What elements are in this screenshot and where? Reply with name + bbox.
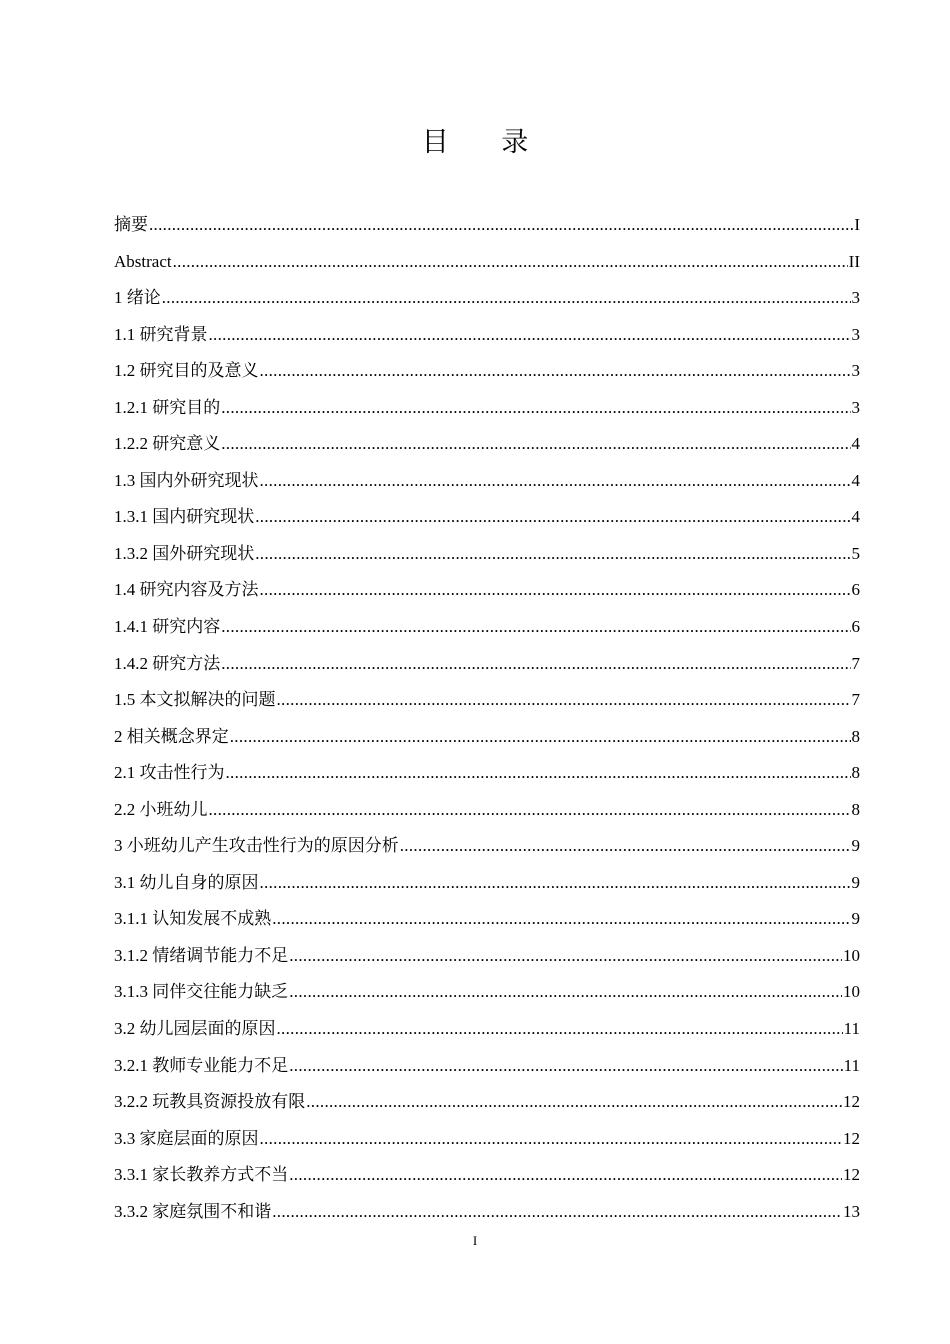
toc-entry-page: 10 — [843, 945, 860, 965]
toc-entry-label: 2 相关概念界定 — [114, 726, 229, 746]
page-title: 目 录 — [421, 127, 551, 158]
toc-entry[interactable] — [114, 1048, 860, 1085]
toc-entry-label: 3.1.1 认知发展不成熟 — [114, 909, 272, 929]
toc-entry-page: 12 — [843, 1128, 860, 1148]
toc-entry-page: II — [848, 251, 860, 271]
toc-leader-dots — [260, 1121, 843, 1157]
toc-entry-label: 1.3 国内外研究现状 — [114, 470, 259, 490]
toc-entry[interactable] — [114, 682, 860, 719]
toc-entry-page: 8 — [851, 726, 860, 746]
toc-entry-label: Abstract — [114, 251, 172, 271]
toc-entry-label: 3.3.2 家庭氛围不和谐 — [114, 1201, 272, 1221]
toc-entry-label: 3.3.1 家长教养方式不当 — [114, 1165, 289, 1185]
toc-entry-label: 1.4 研究内容及方法 — [114, 580, 259, 600]
toc-entry-page: 6 — [851, 580, 860, 600]
toc-entry-label: 3.1.3 同伴交往能力缺乏 — [114, 982, 289, 1002]
toc-entry-page: 10 — [843, 982, 860, 1002]
toc-entry-label: 3.2.1 教师专业能力不足 — [114, 1055, 289, 1075]
toc-entry[interactable] — [114, 536, 860, 573]
toc-entry[interactable] — [114, 317, 860, 354]
toc-entry[interactable] — [114, 244, 860, 281]
toc-leader-dots — [221, 646, 850, 682]
toc-entry-label: 3 小班幼儿产生攻击性行为的原因分析 — [114, 836, 399, 856]
toc-leader-dots — [226, 755, 851, 791]
toc-entry-page: 9 — [851, 909, 860, 929]
toc-leader-dots — [255, 536, 850, 572]
toc-leader-dots — [289, 938, 842, 974]
toc-entry[interactable] — [114, 1194, 860, 1231]
toc-entry-label: 3.1 幼儿自身的原因 — [114, 872, 259, 892]
toc-entry-label: 1.4.1 研究内容 — [114, 617, 221, 637]
toc-entry-label: 1 绪论 — [114, 288, 161, 308]
toc-entry[interactable] — [114, 207, 860, 244]
toc-entry-label: 3.2.2 玩教具资源投放有限 — [114, 1092, 306, 1112]
toc-entry[interactable] — [114, 1011, 860, 1048]
toc-entry[interactable] — [114, 499, 860, 536]
toc-entry-page: 8 — [851, 763, 860, 783]
toc-entry-page: 4 — [851, 434, 860, 454]
toc-entry-page: 6 — [851, 617, 860, 637]
toc-entry-page: 7 — [851, 690, 860, 710]
toc-entry[interactable] — [114, 792, 860, 829]
toc-entry[interactable] — [114, 280, 860, 317]
page-number-footer: I — [472, 1233, 478, 1248]
toc-leader-dots — [277, 1011, 843, 1047]
toc-leader-dots — [209, 792, 851, 828]
toc-entry-page: 12 — [843, 1092, 860, 1112]
toc-entry-label: 1.2 研究目的及意义 — [114, 361, 259, 381]
toc-leader-dots — [149, 207, 853, 243]
toc-leader-dots — [260, 572, 851, 608]
toc-entry-page: 11 — [843, 1019, 860, 1039]
toc-entry-page: 3 — [851, 288, 860, 308]
toc-entry-page: 3 — [851, 361, 860, 381]
toc-leader-dots — [260, 353, 851, 389]
toc-entry-label: 2.2 小班幼儿 — [114, 799, 208, 819]
toc-entry-page: 4 — [851, 507, 860, 527]
toc-entry-label: 3.3 家庭层面的原因 — [114, 1128, 259, 1148]
toc-entry-page: 4 — [851, 470, 860, 490]
toc-leader-dots — [209, 317, 851, 353]
toc-entry-page: 7 — [851, 653, 860, 673]
toc-leader-dots — [277, 682, 851, 718]
toc-entry-label: 摘要 — [114, 215, 148, 234]
toc-leader-dots — [162, 280, 851, 316]
toc-entry[interactable] — [114, 572, 860, 609]
toc-entry[interactable] — [114, 463, 860, 500]
toc-leader-dots — [289, 1048, 842, 1084]
toc-entry[interactable] — [114, 426, 860, 463]
toc-leader-dots — [289, 1157, 842, 1193]
toc-entry-page: 9 — [851, 872, 860, 892]
toc-entry-page: 5 — [851, 543, 860, 563]
toc-leader-dots — [173, 244, 848, 280]
toc-leader-dots — [221, 426, 850, 462]
toc-entry-page: 12 — [843, 1165, 860, 1185]
toc-entry[interactable] — [114, 865, 860, 902]
toc-leader-dots — [221, 390, 850, 426]
toc-leader-dots — [230, 719, 851, 755]
toc-entry[interactable] — [114, 938, 860, 975]
toc-entry-page: 11 — [843, 1055, 860, 1075]
toc-leader-dots — [289, 974, 842, 1010]
toc-leader-dots — [400, 828, 851, 864]
toc-entry-page: I — [854, 215, 860, 234]
toc-entry-label: 1.2.1 研究目的 — [114, 397, 221, 417]
toc-entry-label: 2.1 攻击性行为 — [114, 763, 225, 783]
toc-entry[interactable] — [114, 1121, 860, 1158]
toc-leader-dots — [260, 463, 851, 499]
toc-entry-page: 3 — [851, 324, 860, 344]
table-of-contents — [114, 207, 860, 1230]
toc-entry[interactable] — [114, 828, 860, 865]
toc-leader-dots — [221, 609, 850, 645]
toc-entry[interactable] — [114, 1157, 860, 1194]
toc-entry[interactable] — [114, 390, 860, 427]
toc-entry-label: 1.4.2 研究方法 — [114, 653, 221, 673]
toc-entry[interactable] — [114, 901, 860, 938]
toc-leader-dots — [260, 865, 851, 901]
toc-entry[interactable] — [114, 646, 860, 683]
toc-entry[interactable] — [114, 974, 860, 1011]
toc-leader-dots — [255, 499, 850, 535]
toc-entry-label: 1.3.1 国内研究现状 — [114, 507, 255, 527]
toc-leader-dots — [272, 901, 850, 937]
toc-entry[interactable] — [114, 609, 860, 646]
toc-entry-page: 8 — [851, 799, 860, 819]
toc-entry-label: 1.5 本文拟解决的问题 — [114, 690, 276, 710]
toc-entry[interactable] — [114, 755, 860, 792]
toc-entry[interactable] — [114, 353, 860, 390]
toc-entry-page: 13 — [843, 1201, 860, 1221]
toc-leader-dots — [306, 1084, 842, 1120]
toc-entry-label: 1.3.2 国外研究现状 — [114, 543, 255, 563]
toc-entry[interactable] — [114, 1084, 860, 1121]
toc-entry-label: 3.2 幼儿园层面的原因 — [114, 1019, 276, 1039]
toc-entry-page: 3 — [851, 397, 860, 417]
toc-entry-page: 9 — [851, 836, 860, 856]
toc-entry-label: 3.1.2 情绪调节能力不足 — [114, 945, 289, 965]
toc-entry[interactable] — [114, 719, 860, 756]
toc-entry-label: 1.1 研究背景 — [114, 324, 208, 344]
toc-leader-dots — [272, 1194, 842, 1230]
toc-entry-label: 1.2.2 研究意义 — [114, 434, 221, 454]
